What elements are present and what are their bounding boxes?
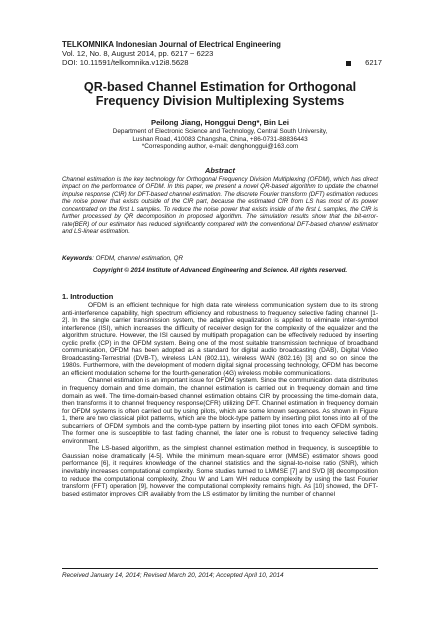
affiliation-address: Lushan Road, 410083 Changsha, China, +86-0731-88836443 — [132, 135, 308, 143]
page-marker — [346, 58, 382, 67]
square-bullet-icon — [346, 61, 351, 66]
doi-link[interactable]: DOI: 10.11591/telkomnika.v12i8.5628 — [62, 58, 189, 68]
abstract-heading: Abstract — [205, 166, 235, 175]
volume-info: Vol. 12, No. 8, August 2014, pp. 6217 ~ 6223 — [62, 49, 214, 59]
authors: Peilong Jiang, Honggui Deng*, Bin Lei — [151, 118, 289, 127]
keywords-label: Keywords — [62, 255, 93, 262]
section-heading-introduction: 1. Introduction — [62, 292, 114, 301]
abstract-text: Channel estimation is the key technology for Orthogonal Frequency Division Multiplexing (OFDM), which has direct impact on the performance of OFDM. In this paper, we present a novel QR-based algorithm to update the channel impulse response (CIR) for DFT-based channel estimation. The discrete Fourier transform (DFT) estimation reduces the noise power that exists outside of the CIR part, because the estimated CIR from LS has most of its power concentrated on the first L samples. To reduce the noise power that exists inside of the first L samples, the CIR is further processed by QR decomposition in proposed algorithm. The simulation results show that the bit-error-rate(BER) of our estimator has reduced significantly compared with the conventional DFT-based channel estimator and LS-linear estimation. — [62, 176, 378, 236]
paper-title: QR-based Channel Estimation for Orthogonal Frequency Division Multiplexing Systems — [83, 80, 357, 109]
affiliation — [62, 128, 378, 151]
corresponding-author: *Corresponding author, e-mail: denghonggui@163.com — [141, 143, 299, 151]
journal-header — [62, 40, 382, 68]
journal-name: TELKOMNIKA Indonesian Journal of Electrical Engineering — [62, 40, 281, 49]
page-number: 6217 — [365, 58, 382, 68]
doi-row — [62, 58, 382, 67]
intro-paragraph-2: Channel estimation is an important issue for OFDM system. Since the communication data distributes in frequency domain and time domain, the channel estimation is carried out in frequency domain and time domain as well. The time-domain-based channel estimation obtains CIR by processing the time-domain data, then transforms it to channel frequency response(CFR) utilizing DFT. Channel estimation in frequency domain for OFDM systems is often carried out by using pilots, which are some known sequences. As shown in Figure 1, there are two classical pilot patterns, which are the block-type pattern by inserting pilot tones into all of the subcarriers of OFDM symbols and the comb-type pattern by inserting pilot tones into each OFDM symbols. The former one is susceptible to fast fading channel, the later one is robust to frequency selective fading environment. — [62, 377, 378, 445]
keywords-text: : OFDM, channel estimation, QR — [92, 255, 184, 262]
received-dates: Received January 14, 2014; Revised March 20, 2014; Accepted April 10, 2014 — [62, 572, 284, 579]
copyright-notice: Copyright © 2014 Institute of Advanced Engineering and Science. All rights reserved. — [92, 267, 348, 274]
footer-divider — [62, 568, 378, 569]
affiliation-dept: Department of Electronic Science and Technology, Central South University, — [112, 128, 328, 135]
introduction-body — [62, 302, 378, 498]
keywords — [62, 255, 378, 263]
intro-paragraph-1: OFDM is an efficient technique for high data rate wireless communication system due to its strong anti-interference capability, high spectrum efficiency and robustness to frequency selective fading channel [1-2]. In the single carrier transmission system, the adaptive equalization is applied to eliminate inter-symbol interference (ISI), which increases the difficulty of receiver design for the complexity of the equalizer and the algorithm structure. However, the ISI caused by multipath propagation can be effectively reduced by inserting cyclic prefix (CP) in the OFDM system. Being one of the most suitable transmission technique of broadband communication, OFDM has been adopted as a standard for digital audio broadcasting (DAB), Digital Video Broadcasting-Terrestrial (DVB-T), wireless LAN (802.11), wireless WAN (802.16) [3] and so on since the 1980s. Furthermore, with the development of modern digital signal processing technology, OFDM has become an efficient modulation scheme for the fourth-generation (4G) wireless mobile communications. — [62, 302, 378, 377]
intro-paragraph-3: The LS-based algorithm, as the simplest channel estimation method in frequency, is susceptible to Gaussian noise dramatically [4-5]. While the minimum mean-square error (MMSE) estimator shows good performance [6], it requires knowledge of the channel statistics and the signal-to-noise ratio (SNR), which inevitably increases computational complexity. Some studies turned to LMMSE [7] and SVD [8] decomposition to reduce the computational complexity, Zhou W and Lam WH reduce complexity by using the fast Fourier transform (FFT) operation [9], however the computational complexity remains high. As [10] showed, the DFT-based estimator improves CIR availably from the LS estimator by limiting the number of channel — [62, 445, 378, 498]
